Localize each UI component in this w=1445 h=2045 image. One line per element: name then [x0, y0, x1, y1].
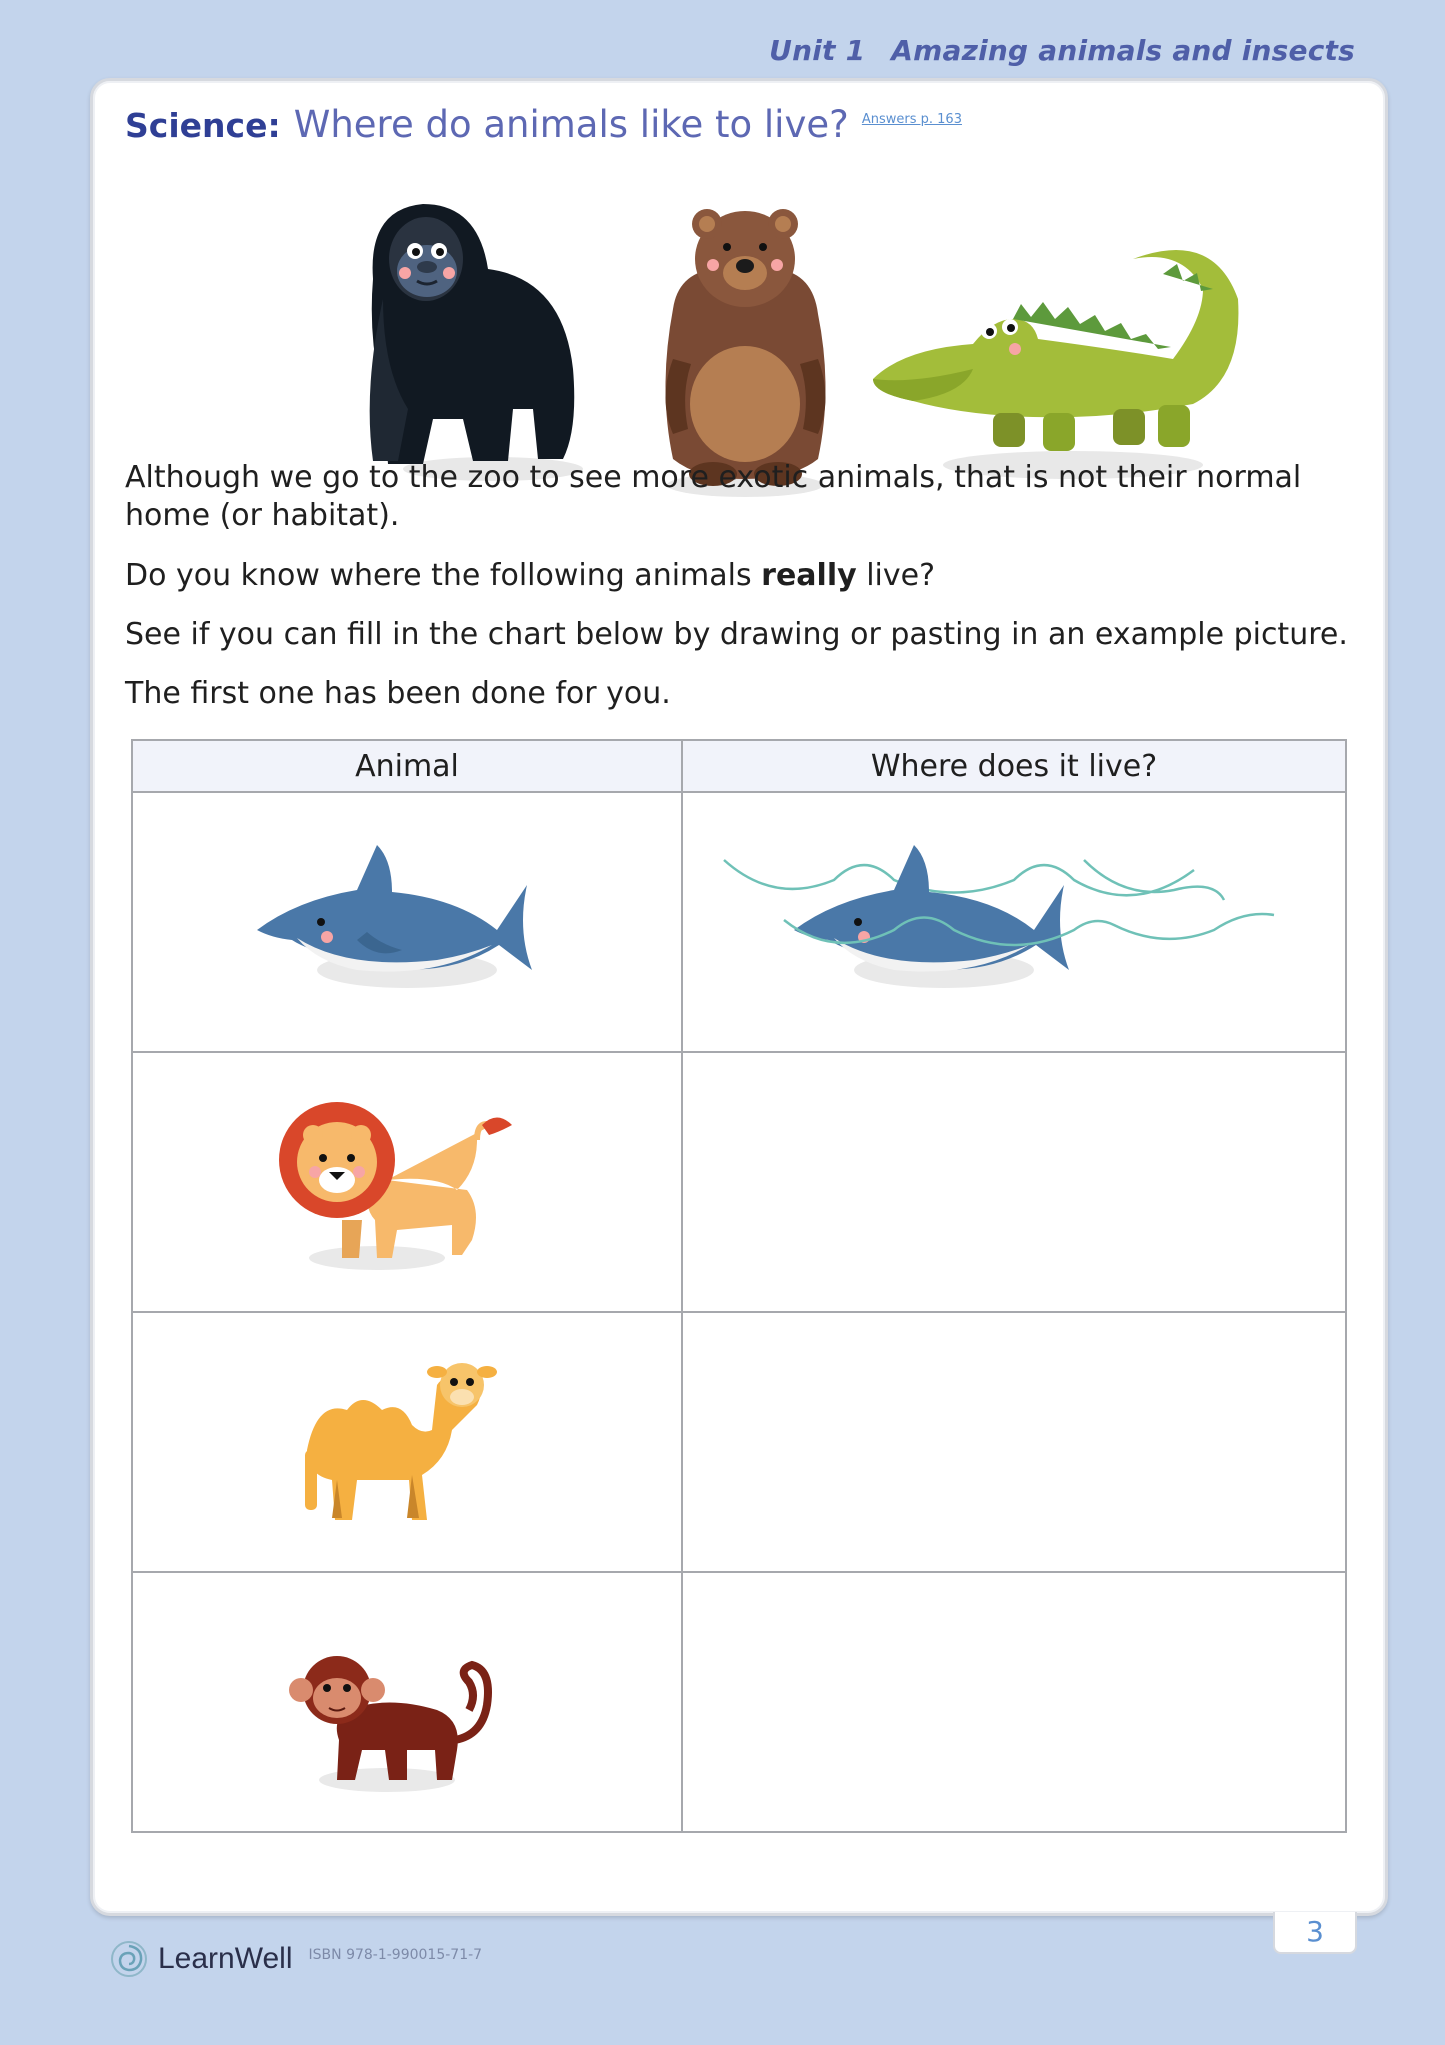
question-text-start: Do you know where the following animals: [125, 558, 762, 593]
habitat-chart: [131, 739, 1347, 1833]
intro-paragraph: Although we go to the zoo to see more exotic animals, that is not their normal home (or habitat).: [125, 460, 1302, 533]
question-text-end: live?: [856, 558, 936, 593]
habitat-cell-camel[interactable]: [682, 1312, 1346, 1572]
table-row: [132, 792, 1346, 1052]
column-header-habitat: Where does it live?: [682, 740, 1346, 792]
footer: [110, 1940, 482, 1978]
column-header-animal: Animal: [132, 740, 682, 792]
subject-label: Science:: [125, 106, 281, 145]
title-question: Where do animals like to live?: [293, 103, 849, 146]
monkey-icon: [237, 1600, 577, 1800]
instruction-paragraph: See if you can fill in the chart below by drawing or pasting in an example picture.: [125, 617, 1348, 652]
animal-cell-monkey: [132, 1572, 682, 1832]
brand-name: LearnWell: [158, 1942, 293, 1975]
unit-number: Unit 1: [769, 34, 866, 67]
dolphin-icon: [237, 820, 577, 1020]
habitat-cell-sea: [682, 792, 1346, 1052]
worksheet-page: [90, 78, 1388, 1916]
answers-link[interactable]: Answers p. 163: [861, 112, 962, 127]
unit-header: [769, 34, 1355, 67]
animal-cell-dolphin: [132, 792, 682, 1052]
table-row: [132, 1052, 1346, 1312]
learnwell-logo-icon: [110, 1940, 148, 1978]
table-row: [132, 1312, 1346, 1572]
emphasis-really: really: [761, 558, 857, 593]
crocodile-icon: [873, 250, 1238, 479]
question-paragraph: [125, 557, 1365, 595]
habitat-cell-lion[interactable]: [682, 1052, 1346, 1312]
page-number: 3: [1273, 1912, 1357, 1954]
gorilla-icon: [370, 204, 583, 481]
animal-cell-camel: [132, 1312, 682, 1572]
unit-title: Amazing animals and insects: [891, 34, 1355, 67]
bear-icon: [666, 209, 826, 497]
animal-cell-lion: [132, 1052, 682, 1312]
lion-icon: [237, 1080, 577, 1280]
hero-animals-illustration: [313, 169, 1253, 509]
table-row: [132, 1572, 1346, 1832]
camel-icon: [237, 1340, 577, 1540]
habitat-cell-monkey[interactable]: [682, 1572, 1346, 1832]
page-title: [125, 103, 962, 146]
example-note: The first one has been done for you.: [125, 676, 671, 711]
ocean-habitat-illustration: [714, 820, 1314, 1020]
isbn: ISBN 978-1-990015-71-7: [308, 1947, 483, 1963]
table-header-row: [132, 740, 1346, 792]
